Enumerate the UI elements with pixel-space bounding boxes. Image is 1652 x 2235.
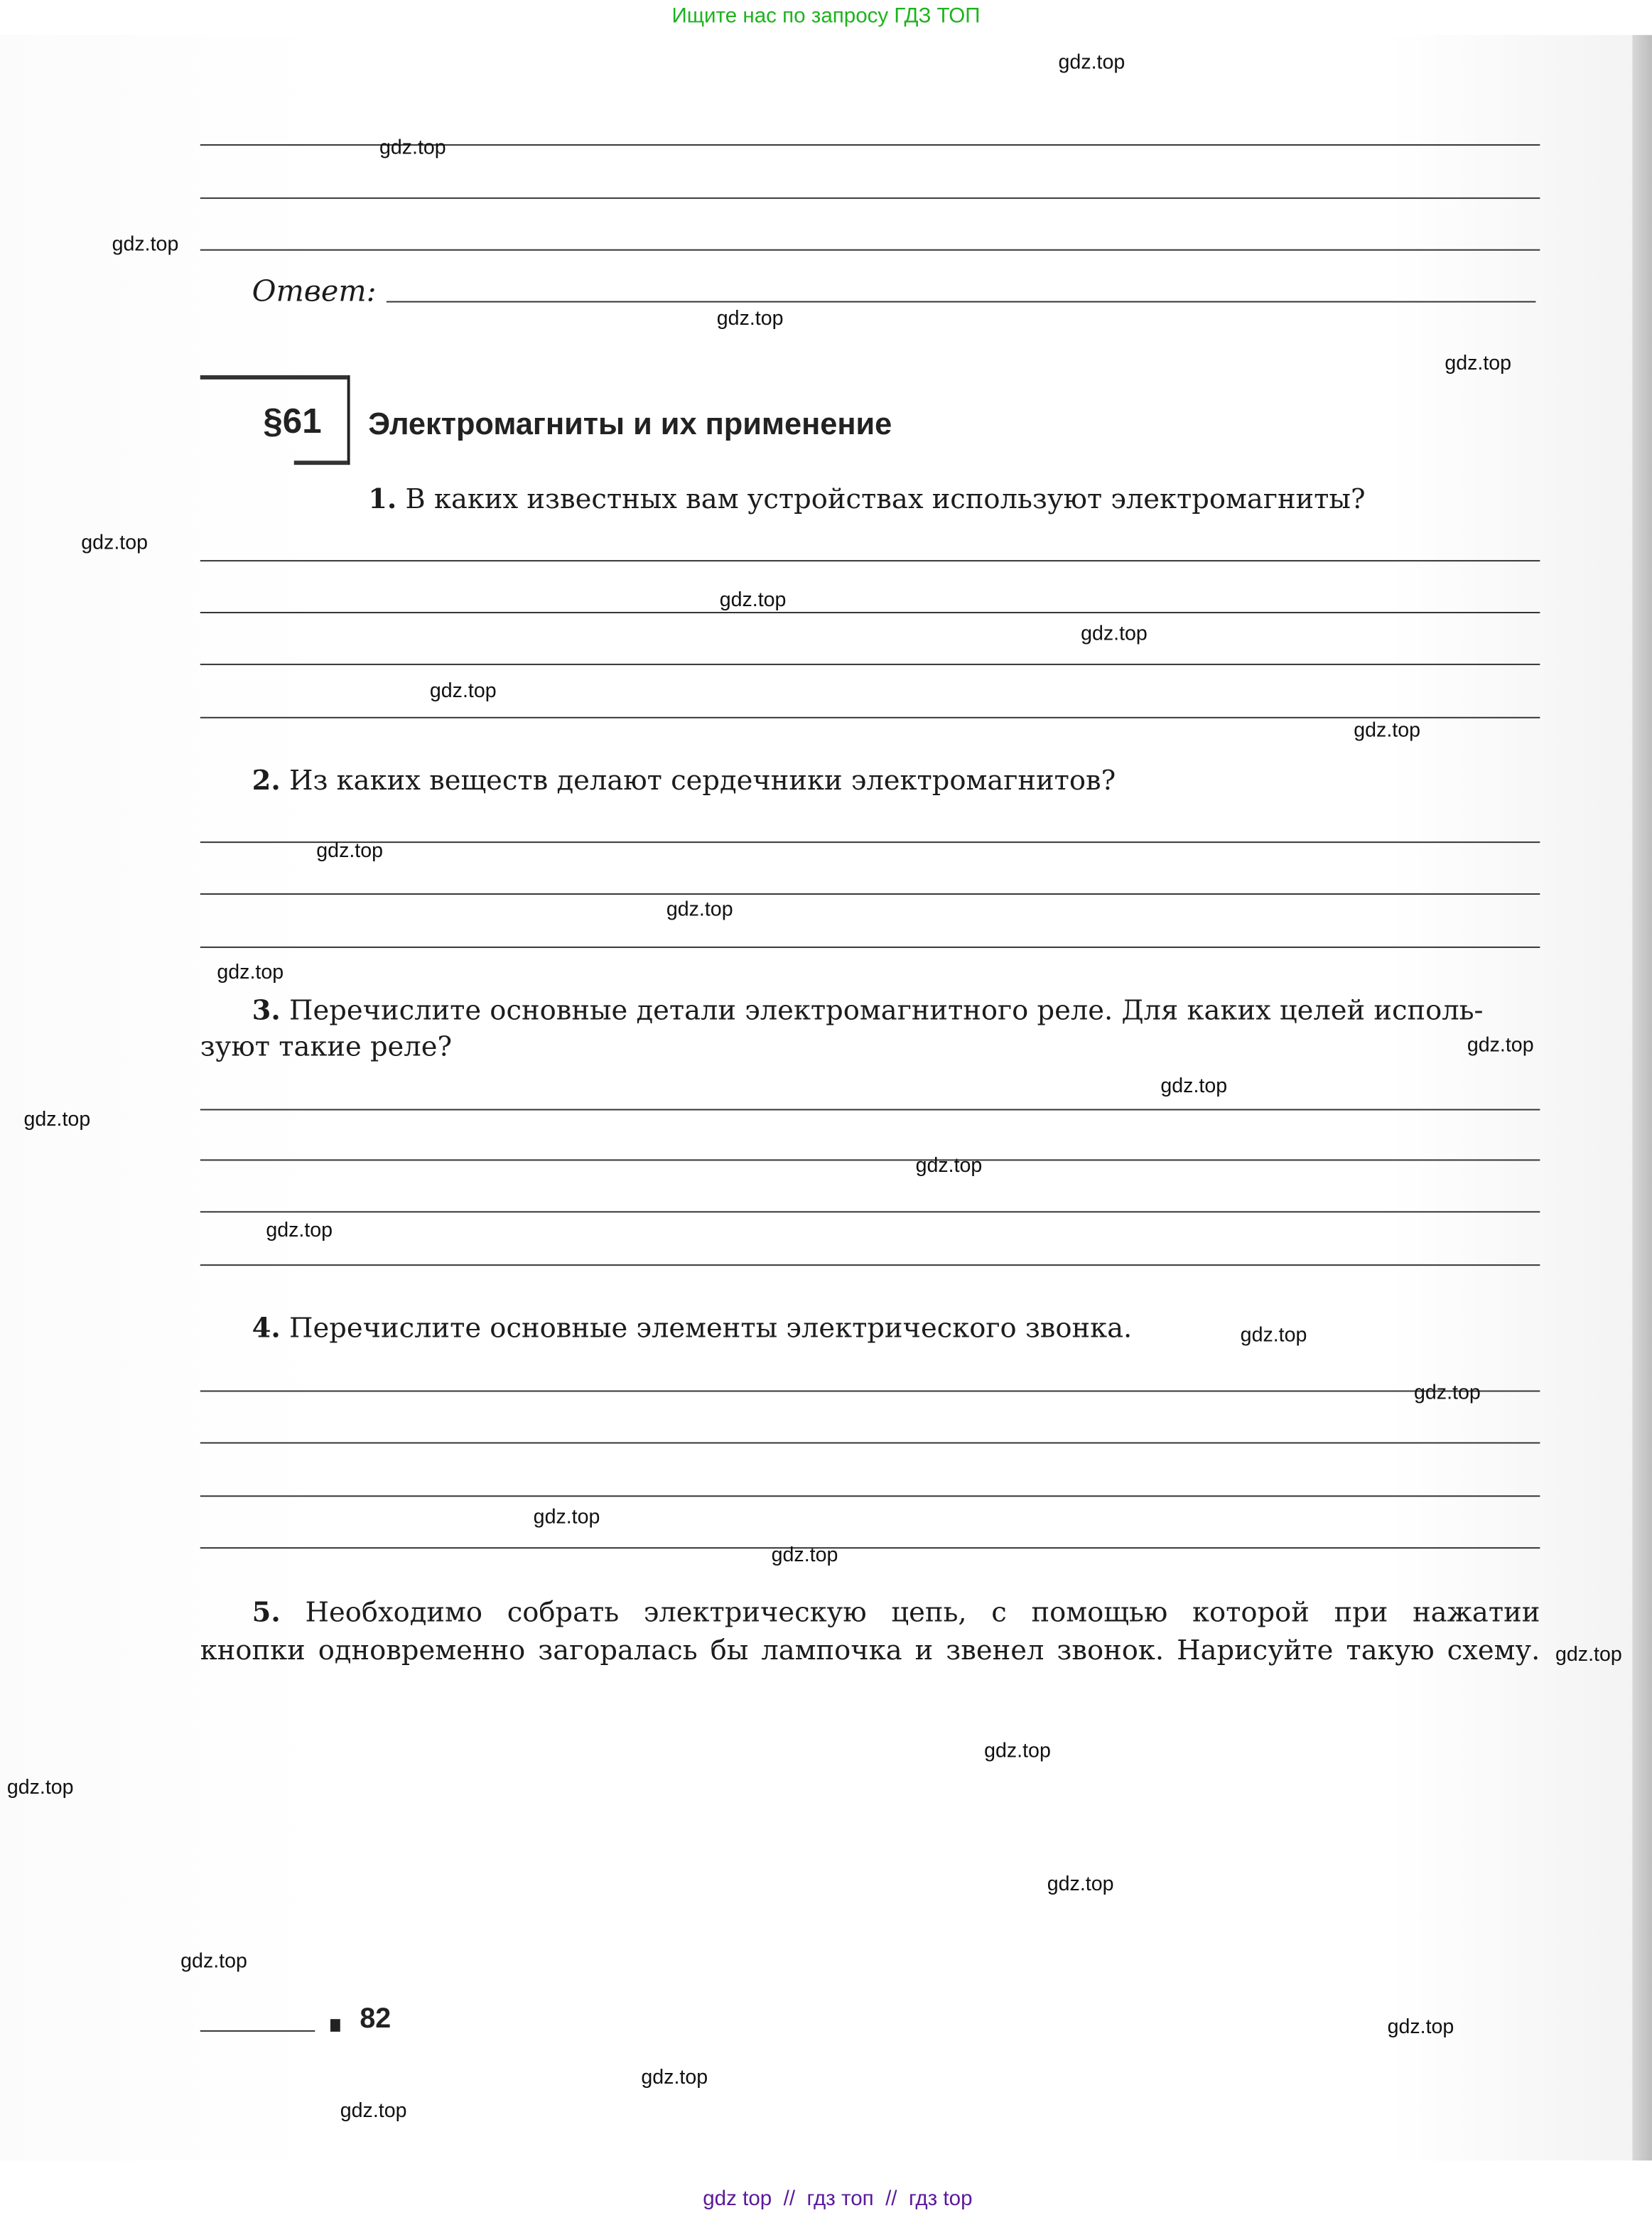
watermark: gdz.top — [23, 1109, 91, 1132]
question-2 — [252, 765, 1116, 797]
watermark: gdz.top — [1058, 51, 1125, 75]
watermark: gdz.top — [1414, 1382, 1481, 1405]
watermark: gdz.top — [984, 1740, 1051, 1763]
answer-line — [200, 1264, 1540, 1266]
answer-line — [200, 717, 1540, 718]
footer-link[interactable]: гдз top — [908, 2187, 973, 2212]
footer-links — [0, 2163, 1652, 2234]
question-text: Необходимо собрать электрическую цепь, с помощью которой при нажатии — [305, 1596, 1540, 1629]
question-number: 4. — [252, 1312, 281, 1345]
watermark: gdz.top — [429, 680, 497, 704]
answer-line — [200, 560, 1540, 561]
watermark: gdz.top — [112, 234, 179, 257]
answer-line — [200, 1442, 1540, 1443]
watermark: gdz.top — [217, 962, 284, 985]
answer-line — [200, 612, 1540, 613]
watermark: gdz.top — [1555, 1644, 1622, 1666]
answer-line — [200, 1109, 1540, 1110]
watermark: gdz.top — [641, 2067, 708, 2089]
page-marker-icon — [330, 2019, 340, 2032]
answer-line — [200, 1547, 1540, 1549]
top-banner[interactable]: Ищите нас по запросу ГДЗ ТОП — [671, 4, 981, 28]
answer-line — [200, 947, 1540, 948]
answer-label: Ответ: — [252, 274, 377, 308]
question-1 — [368, 483, 1365, 515]
page-number: 82 — [360, 2003, 392, 2035]
watermark: gdz.top — [1354, 719, 1421, 743]
question-number: 3. — [252, 993, 281, 1027]
watermark: gdz.top — [716, 308, 784, 330]
answer-line — [200, 664, 1540, 665]
watermark: gdz.top — [771, 1544, 838, 1567]
question-text-continued: кнопки одновременно загоралась бы лампочка и звенел звонок. Нарисуйте такую схему. — [200, 1634, 1540, 1666]
section-number: §61 — [263, 402, 322, 441]
question-3-continued: зуют такие реле? — [200, 1030, 453, 1063]
footer-separator: // — [783, 2187, 796, 2212]
watermark: gdz.top — [915, 1155, 983, 1178]
footer-link[interactable]: gdz top — [703, 2187, 772, 2212]
question-5 — [200, 1593, 1540, 1669]
footer-link[interactable]: гдз топ — [806, 2187, 874, 2212]
question-number: 1. — [368, 483, 397, 516]
watermark: gdz.top — [1467, 1035, 1534, 1057]
answer-line — [200, 249, 1540, 251]
answer-line — [387, 301, 1536, 303]
watermark: gdz.top — [340, 2100, 407, 2123]
watermark: gdz.top — [379, 137, 446, 160]
answer-line — [200, 1159, 1540, 1160]
watermark: gdz.top — [719, 589, 787, 613]
answer-line — [200, 893, 1540, 895]
question-3 — [252, 994, 1484, 1026]
answer-line — [200, 1211, 1540, 1212]
watermark: gdz.top — [1387, 2016, 1454, 2039]
question-text: Перечислите основные элементы электрического звонка. — [288, 1312, 1133, 1345]
page-scan — [0, 35, 1632, 2160]
question-number: 2. — [252, 764, 281, 797]
watermark: gdz.top — [1240, 1324, 1307, 1347]
watermark: gdz.top — [266, 1219, 333, 1242]
watermark: gdz.top — [81, 532, 149, 555]
question-number: 5. — [252, 1596, 281, 1629]
watermark: gdz.top — [533, 1507, 600, 1529]
watermark: gdz.top — [1160, 1075, 1228, 1098]
watermark: gdz.top — [1081, 623, 1148, 646]
section-title: Электромагниты и их применение — [368, 406, 892, 441]
answer-line — [200, 841, 1540, 843]
watermark: gdz.top — [316, 840, 384, 863]
watermark: gdz.top — [1445, 352, 1512, 376]
answer-line — [200, 198, 1540, 199]
answer-line — [200, 1391, 1540, 1392]
watermark: gdz.top — [666, 898, 733, 922]
question-4 — [252, 1312, 1133, 1344]
watermark: gdz.top — [6, 1777, 74, 1799]
watermark: gdz.top — [180, 1950, 247, 1973]
footer-rule — [200, 2030, 315, 2032]
question-text: Из каких веществ делают сердечники электромагнитов? — [288, 764, 1116, 797]
page-edge — [1632, 35, 1652, 2160]
watermark: gdz.top — [1047, 1873, 1114, 1896]
question-text: Перечислите основные детали электромагнитного реле. Для каких целей исполь- — [288, 993, 1484, 1027]
footer-separator: // — [885, 2187, 897, 2212]
answer-line — [200, 1495, 1540, 1497]
question-text: В каких известных вам устройствах используют электромагниты? — [405, 483, 1366, 516]
